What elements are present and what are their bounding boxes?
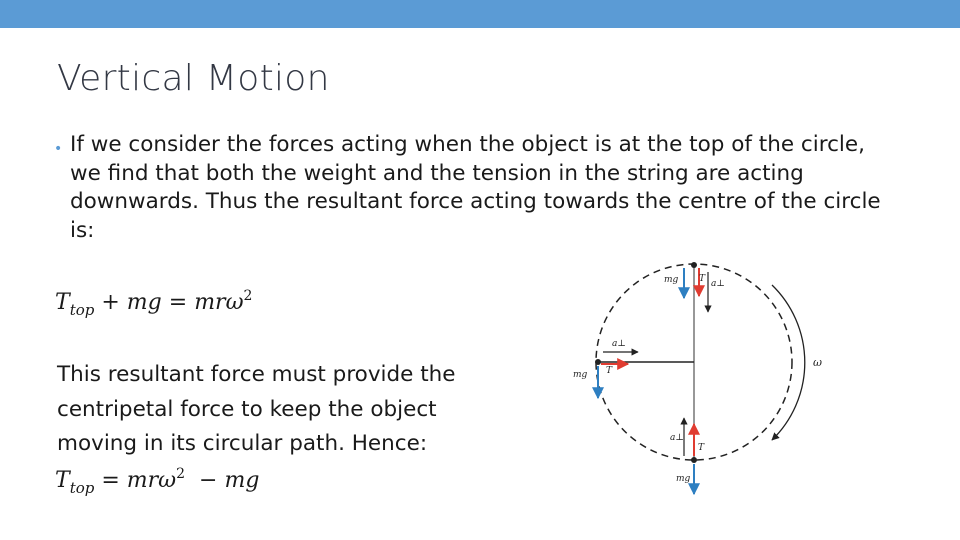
object-left <box>595 359 601 365</box>
label-a-bottom: a⊥ <box>670 433 684 443</box>
eq1-plus: + <box>101 290 120 315</box>
object-top <box>691 262 697 268</box>
slide-title: Vertical Motion <box>57 58 330 99</box>
eq1-rhs: mrω <box>194 290 244 315</box>
eq1-exponent: 2 <box>243 288 253 304</box>
eq2-equals: = <box>101 468 120 493</box>
eq2-subscript: top <box>69 479 95 497</box>
eq2-minus: − <box>199 468 218 493</box>
eq2-exponent: 2 <box>176 466 186 482</box>
label-T-top: T <box>699 274 706 284</box>
eq1-subscript: top <box>69 301 95 319</box>
eq2-weight: mg <box>224 468 260 493</box>
object-bottom <box>691 457 697 463</box>
eq2-rhs: mrω <box>126 468 177 493</box>
label-omega: ω <box>813 356 822 369</box>
omega-arc <box>772 285 805 440</box>
explanation-paragraph: This resultant force must provide the centripetal force to keep the object moving in its circular path. Hence: <box>57 362 456 456</box>
label-T-left: T <box>606 366 613 376</box>
equation-top-tension <box>55 466 259 497</box>
eq2-tension: T <box>55 468 70 493</box>
eq1-tension: T <box>55 290 70 315</box>
label-a-left: a⊥ <box>612 339 626 349</box>
top-accent-bar <box>0 0 960 28</box>
label-a-top: a⊥ <box>711 279 725 289</box>
bullet-text: If we consider the forces acting when the object is at the top of the circle, we find that both the weight and the tension in the string are acting downwards. Thus the resultant force acting towards the centre of the circle is: <box>70 132 881 243</box>
eq1-weight: mg <box>126 290 162 315</box>
label-mg-left: mg <box>573 370 588 380</box>
equation-top-resultant <box>55 288 252 319</box>
label-T-bottom: T <box>698 443 705 453</box>
bullet-mark: • <box>54 141 63 157</box>
label-mg-bottom: mg <box>676 474 691 484</box>
eq1-equals: = <box>168 290 188 315</box>
vertical-circle-diagram <box>560 255 840 505</box>
label-mg-top: mg <box>664 275 679 285</box>
